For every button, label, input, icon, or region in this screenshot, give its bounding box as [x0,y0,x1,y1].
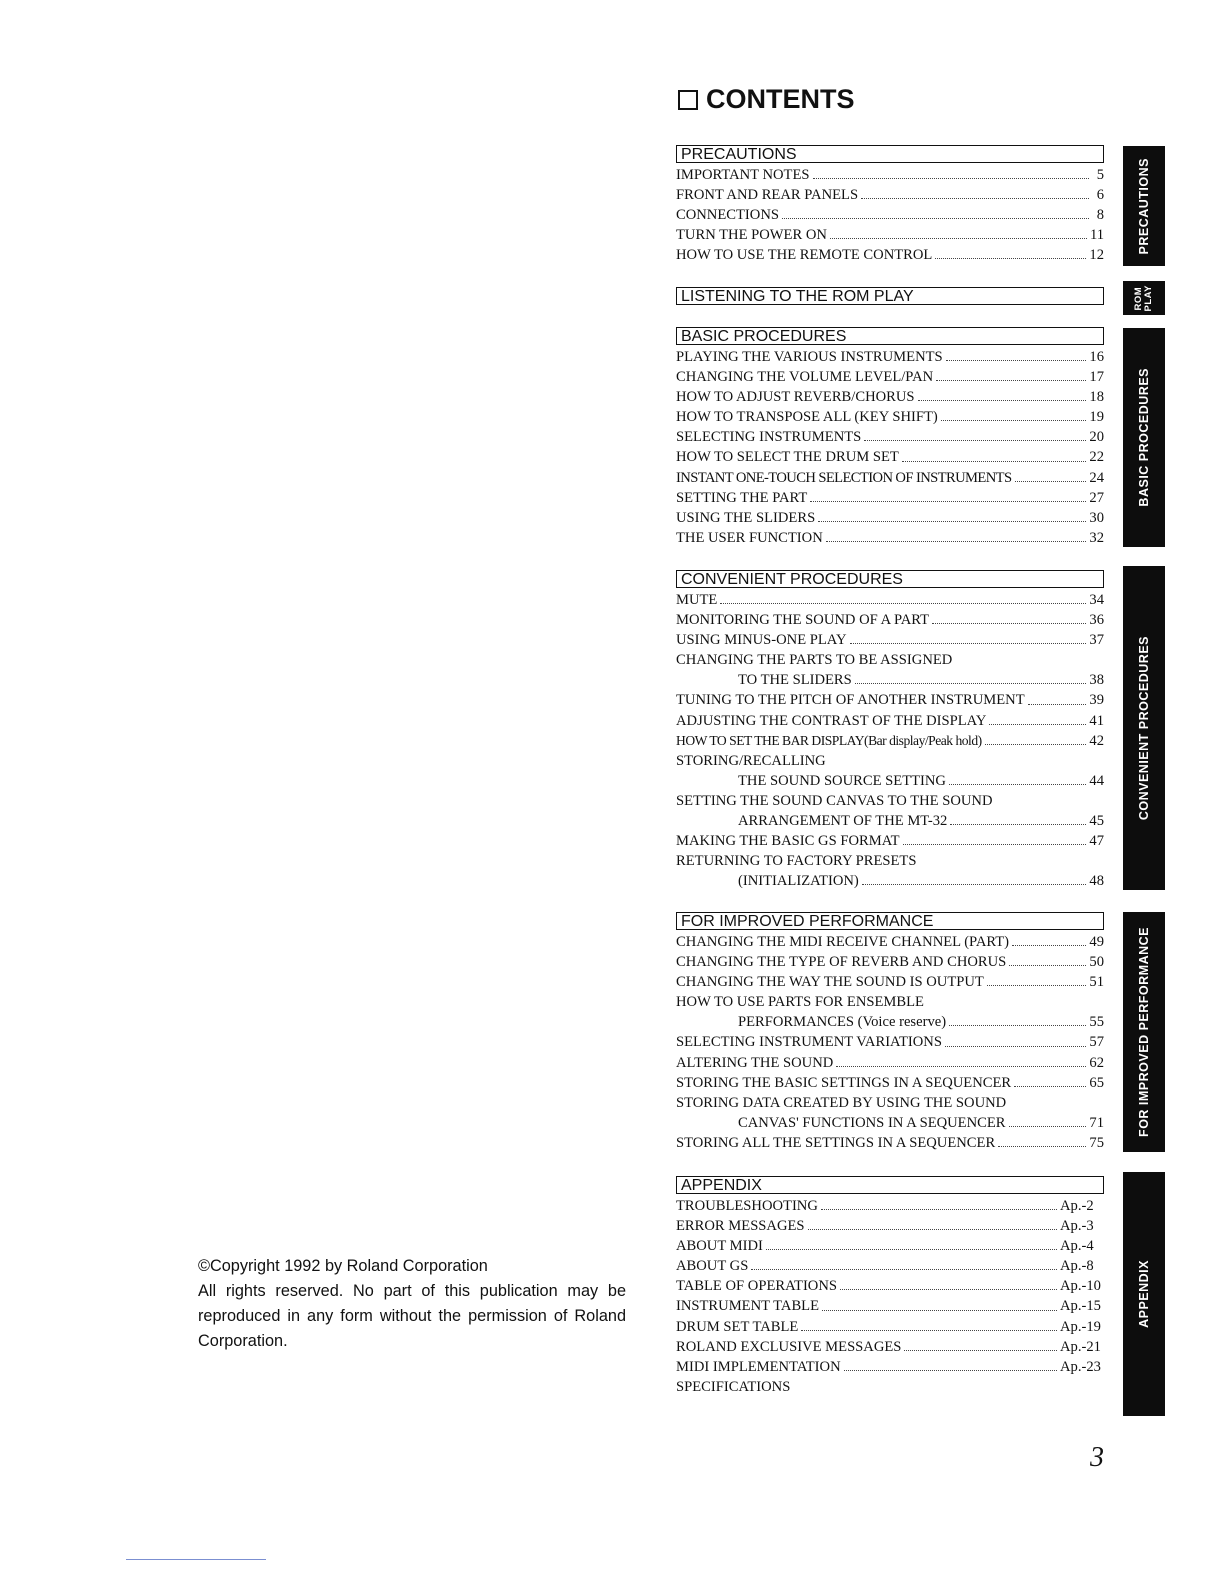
toc-entry[interactable] [676,871,1104,891]
toc-entry[interactable] [676,1317,1104,1337]
entry-page: 22 [1089,449,1104,466]
dot-leader [861,197,1089,199]
entry-title: HOW TO USE PARTS FOR ENSEMBLE [676,994,924,1011]
entry-page: 20 [1089,429,1104,446]
entry-title: USING MINUS-ONE PLAY [676,632,847,649]
dot-leader [935,257,1086,259]
entry-page: 49 [1089,934,1104,950]
dot-leader [830,237,1087,239]
dot-leader [850,642,1087,644]
toc-entry[interactable] [676,610,1104,630]
dot-leader [1009,1125,1087,1127]
tab-appendix[interactable] [1123,1172,1165,1416]
entry-title: SPECIFICATIONS [676,1378,791,1395]
dot-leader [1015,480,1087,482]
entry-page: 62 [1089,1054,1104,1071]
dot-leader [840,1288,1057,1290]
toc-entry[interactable] [676,367,1104,387]
footer-rule [126,1559,266,1560]
toc-entry[interactable] [676,1196,1104,1216]
dot-leader [862,883,1087,885]
entry-title: PLAYING THE VARIOUS INSTRUMENTS [676,349,943,365]
toc-entry[interactable] [676,1012,1104,1032]
entry-page: Ap.-15 [1060,1298,1101,1315]
entry-title: STORING THE BASIC SETTINGS IN A SEQUENCER [676,1074,1012,1091]
toc-entry[interactable] [676,347,1104,367]
toc-entry[interactable] [676,1032,1104,1052]
toc-entry[interactable] [676,387,1104,407]
entry-page: Ap.-3 [1060,1218,1094,1235]
dot-leader [904,1349,1057,1351]
entry-page: 47 [1089,833,1104,850]
entry-page: Ap.-2 [1060,1198,1094,1214]
entry-title: TABLE OF OPERATIONS [676,1278,837,1295]
dot-leader [810,500,1086,502]
toc-entry[interactable] [676,1053,1104,1073]
toc-entry[interactable] [676,952,1104,972]
toc-entry[interactable] [676,992,1104,1012]
entry-page: Ap.-10 [1060,1278,1101,1295]
toc-entry[interactable] [676,407,1104,427]
toc-entry[interactable] [676,528,1104,548]
entry-title: CHANGING THE TYPE OF REVERB AND CHORUS [676,954,1007,971]
tab-label: APPENDIX [1137,1260,1151,1328]
dot-leader [844,1369,1057,1371]
tab-precautions[interactable] [1123,146,1165,266]
toc-entry[interactable] [676,972,1104,992]
dot-leader [1012,944,1086,946]
entry-page: 48 [1089,873,1104,890]
tab-label: ROM PLAY [1133,284,1154,312]
entry-title: INSTANT ONE-TOUCH SELECTION OF INSTRUMENTS [676,469,1012,486]
toc-entry[interactable] [676,1216,1104,1236]
dot-leader [822,1309,1057,1311]
dot-leader [949,783,1086,785]
toc-entry[interactable] [676,650,1104,670]
dot-leader [813,177,1090,179]
dot-leader [987,984,1087,986]
contents-heading [678,84,855,115]
toc-section-convenient-procedures [676,570,1104,891]
entry-title: CANVAS' FUNCTIONS IN A SEQUENCER [738,1114,1006,1131]
entry-title: STORING ALL THE SETTINGS IN A SEQUENCER [676,1134,996,1151]
dot-leader [945,1045,1086,1047]
entry-page: 75 [1089,1134,1104,1151]
entry-page: 57 [1089,1034,1104,1051]
entry-title: RETURNING TO FACTORY PRESETS [676,853,917,870]
toc-entry[interactable] [676,185,1104,205]
entry-title: FRONT AND REAR PANELS [676,187,859,204]
entry-title: CHANGING THE WAY THE SOUND IS OUTPUT [676,974,984,991]
entry-title: ADJUSTING THE CONTRAST OF THE DISPLAY [676,712,987,729]
entry-title: IMPORTANT NOTES [676,167,810,183]
dot-leader [955,663,1089,664]
entry-title: HOW TO TRANSPOSE ALL (KEY SHIFT) [676,409,938,426]
entry-title: SELECTING INSTRUMENT VARIATIONS [676,1034,942,1051]
entry-page: 37 [1089,632,1104,649]
tab-rom-play[interactable] [1123,281,1165,315]
toc-entry[interactable] [676,791,1104,811]
entry-page: 5 [1096,167,1104,183]
toc-entry[interactable] [676,1357,1104,1377]
toc-entry[interactable] [676,468,1104,488]
dot-leader [782,217,1089,219]
dot-leader [808,1228,1057,1230]
entry-page: 30 [1089,509,1104,526]
dot-leader [903,843,1087,845]
entry-title: CONNECTIONS [676,207,779,224]
section-heading: PRECAUTIONS [676,145,1104,163]
entry-title: ABOUT MIDI [676,1238,763,1255]
entry-page: 34 [1089,592,1104,608]
toc-entry[interactable] [676,1093,1104,1113]
copyright-line: ©Copyright 1992 by Roland Corporation [198,1257,488,1275]
tab-improved-performance[interactable] [1123,912,1165,1152]
toc-entry[interactable] [676,508,1104,528]
entry-title: THE USER FUNCTION [676,529,823,546]
section-heading: APPENDIX [676,1176,1104,1194]
toc-entry[interactable] [676,711,1104,731]
dot-leader [1009,1106,1089,1107]
toc-entry[interactable] [676,771,1104,791]
toc-section-improved-performance [676,912,1104,1153]
toc-entry[interactable] [676,245,1104,265]
toc-entry[interactable] [676,1296,1104,1316]
dot-leader [918,399,1087,401]
dot-leader [821,1208,1057,1210]
entry-page: 32 [1089,529,1104,546]
section-heading: FOR IMPROVED PERFORMANCE [676,912,1104,930]
entry-page: 71 [1089,1114,1104,1131]
toc-section-appendix [676,1176,1104,1397]
entry-page: 27 [1089,489,1104,506]
entry-page: 50 [1089,954,1104,971]
entry-title: CHANGING THE VOLUME LEVEL/PAN [676,369,934,386]
tab-label: CONVENIENT PROCEDURES [1137,635,1151,821]
toc-entry[interactable] [676,1276,1104,1296]
entry-page: 39 [1089,692,1104,709]
dot-leader [998,1145,1086,1147]
dot-leader [1014,1085,1086,1087]
toc-entry[interactable] [676,225,1104,245]
dot-leader [936,379,1086,381]
toc-entry[interactable] [676,851,1104,871]
toc-entry[interactable] [676,205,1104,225]
entry-title: CHANGING THE PARTS TO BE ASSIGNED [676,652,953,669]
entry-page: 24 [1089,469,1104,486]
toc-entry[interactable] [676,1133,1104,1153]
entry-title: DRUM SET TABLE [676,1318,799,1335]
entry-page: 41 [1089,712,1104,729]
dot-leader [720,602,1086,604]
entry-title: HOW TO SELECT THE DRUM SET [676,449,899,466]
entry-title: PERFORMANCES (Voice reserve) [738,1014,947,1031]
entry-title: USING THE SLIDERS [676,509,816,526]
entry-page: 18 [1089,389,1104,406]
entry-title: HOW TO USE THE REMOTE CONTROL [676,247,933,264]
dot-leader [902,460,1087,462]
entry-page: 38 [1089,672,1104,689]
toc-entry[interactable] [676,165,1104,185]
entry-page: 65 [1089,1074,1104,1091]
dot-leader [985,743,1087,745]
entry-page: Ap.-8 [1060,1258,1094,1275]
entry-title: ARRANGEMENT OF THE MT-32 [738,813,948,830]
dot-leader [836,1065,1086,1067]
entry-page: 12 [1089,247,1104,264]
toc-entry[interactable] [676,1236,1104,1256]
tab-basic-procedures[interactable] [1123,328,1165,547]
toc-entry[interactable] [676,751,1104,771]
toc-entry[interactable] [676,731,1104,751]
toc-entry[interactable] [676,427,1104,447]
dot-leader [989,723,1086,725]
dot-leader [829,764,1089,765]
entry-title: HOW TO SET THE BAR DISPLAY(Bar display/Peak hold) [676,732,982,748]
dot-leader [927,1005,1089,1006]
page-number: 3 [1090,1442,1104,1473]
toc-entry[interactable] [676,1073,1104,1093]
entry-title: TROUBLESHOOTING [676,1198,818,1214]
entry-page: Ap.-19 [1060,1318,1101,1335]
toc-entry[interactable] [676,1377,1104,1397]
rights-statement: All rights reserved. No part of this publication may be reproduced in any form without the permission of Roland Corporation. [198,1282,626,1350]
dot-leader [1009,964,1086,966]
toc-entry[interactable] [676,1256,1104,1276]
entry-title: ROLAND EXCLUSIVE MESSAGES [676,1338,902,1355]
entry-title: HOW TO ADJUST REVERB/CHORUS [676,389,915,406]
toc-section-basic-procedures [676,327,1104,548]
copyright-notice [198,1254,626,1354]
contents-title: CONTENTS [706,84,855,114]
entry-title: CHANGING THE MIDI RECEIVE CHANNEL (PART) [676,934,1010,950]
entry-page: 36 [1089,612,1104,629]
tab-label: PRECAUTIONS [1137,157,1151,255]
toc-entry[interactable] [676,590,1104,610]
entry-page: 45 [1089,813,1104,830]
entry-page: 19 [1089,409,1104,426]
toc-entry[interactable] [676,1113,1104,1133]
toc-entry[interactable] [676,811,1104,831]
entry-title: STORING/RECALLING [676,752,826,769]
section-heading[interactable]: LISTENING TO THE ROM PLAY [676,287,1104,305]
dot-leader [919,864,1089,865]
dot-leader [766,1248,1057,1250]
dot-leader [855,682,1087,684]
dot-leader [864,439,1086,441]
dot-leader [801,1329,1057,1331]
entry-page: 55 [1089,1014,1104,1031]
entry-title: MIDI IMPLEMENTATION [676,1358,841,1375]
dot-leader [950,823,1086,825]
toc-entry[interactable] [676,932,1104,952]
entry-title: THE SOUND SOURCE SETTING [738,772,946,789]
entry-title: ERROR MESSAGES [676,1218,805,1235]
dot-leader [996,804,1090,805]
entry-title: MONITORING THE SOUND OF A PART [676,612,930,629]
entry-title: ALTERING THE SOUND [676,1054,834,1071]
dot-leader [793,1390,1057,1391]
toc-entry[interactable] [676,630,1104,650]
checkbox-square-icon [678,90,698,110]
entry-page: 8 [1096,207,1104,224]
dot-leader [751,1268,1057,1270]
toc-entry[interactable] [676,1337,1104,1357]
tab-label: BASIC PROCEDURES [1137,368,1151,507]
tab-label: FOR IMPROVED PERFORMANCE [1137,927,1151,1137]
dot-leader [932,622,1086,624]
entry-page: 42 [1089,732,1104,749]
toc-entry[interactable] [676,670,1104,690]
entry-title: TURN THE POWER ON [676,227,827,244]
entry-page: 51 [1089,974,1104,991]
entry-page: 44 [1089,772,1104,789]
dot-leader [946,359,1087,361]
entry-title: (INITIALIZATION) [738,873,859,890]
toc-entry[interactable] [676,690,1104,710]
dot-leader [1028,703,1087,705]
entry-page: Ap.-4 [1060,1238,1094,1255]
entry-title: INSTRUMENT TABLE [676,1298,820,1315]
dot-leader [826,540,1087,542]
toc-entry[interactable] [676,447,1104,467]
toc-entry[interactable] [676,831,1104,851]
entry-page: 16 [1089,349,1104,365]
entry-page: 17 [1089,369,1104,386]
entry-page: 6 [1096,187,1104,204]
section-heading: BASIC PROCEDURES [676,327,1104,345]
toc-section-rom-play [676,287,1104,307]
entry-page: 11 [1089,227,1104,244]
section-heading: CONVENIENT PROCEDURES [676,570,1104,588]
entry-title: SETTING THE SOUND CANVAS TO THE SOUND [676,792,993,809]
dot-leader [949,1024,1086,1026]
entry-page: Ap.-23 [1060,1358,1101,1375]
entry-title: STORING DATA CREATED BY USING THE SOUND [676,1094,1007,1111]
entry-title: ABOUT GS [676,1258,749,1275]
toc-section-precautions [676,145,1104,265]
dot-leader [941,419,1087,421]
entry-page: Ap.-21 [1060,1338,1101,1355]
entry-title: SELECTING INSTRUMENTS [676,429,862,446]
tab-convenient-procedures[interactable] [1123,566,1165,890]
entry-title: TUNING TO THE PITCH OF ANOTHER INSTRUMENT [676,692,1025,709]
entry-title: TO THE SLIDERS [738,672,852,689]
entry-title: SETTING THE PART [676,489,808,506]
dot-leader [818,520,1086,522]
entry-title: MAKING THE BASIC GS FORMAT [676,833,900,850]
toc-entry[interactable] [676,488,1104,508]
entry-title: MUTE [676,592,718,608]
